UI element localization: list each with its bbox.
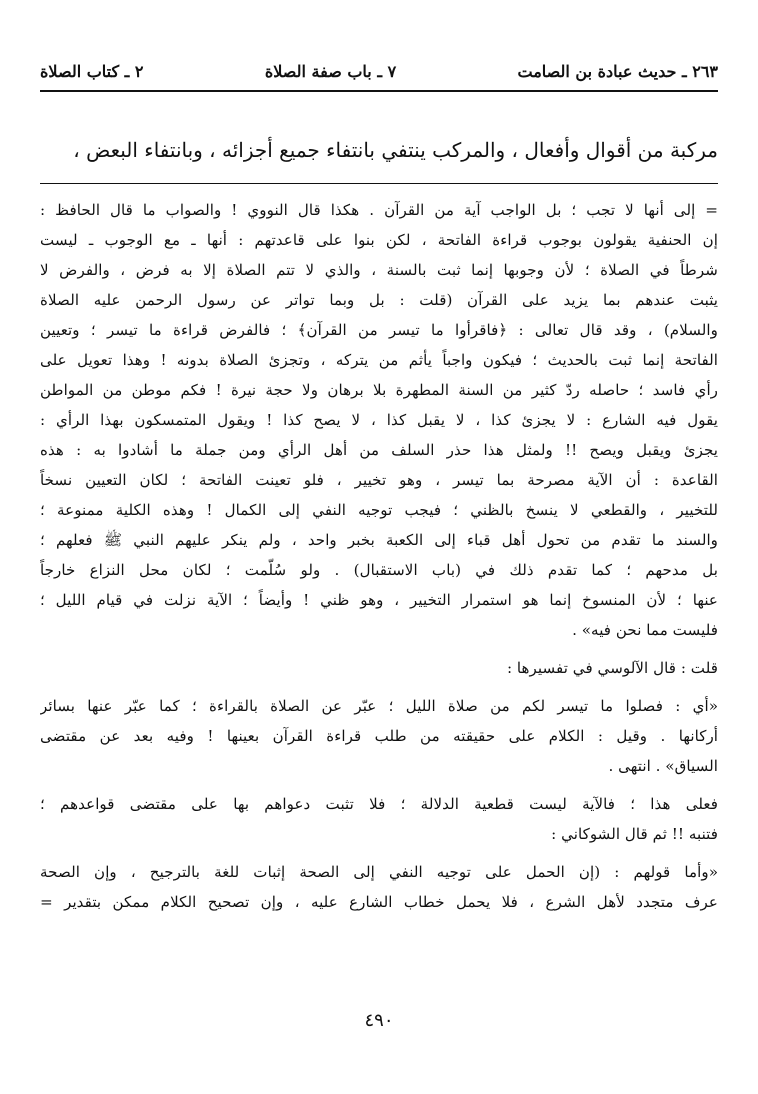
header-hadith-title: ٢٦٣ ـ حديث عبادة بن الصامت: [517, 61, 718, 81]
alusi-intro: قلت : قال الآلوسي في تفسيرها :: [506, 659, 718, 677]
footnote-line: فليست مما نحن فيه» .: [572, 621, 718, 639]
page-number: ٤٩٠: [364, 1010, 394, 1031]
main-text: مركبة من أقوال وأفعال ، والمركب ينتفي بانتفاء جميع أجزائه ، وبانتفاء البعض ،: [73, 138, 718, 162]
header-divider: [40, 90, 718, 92]
footnote-line: القاعدة : أن الآية مصرحة بما تيسر ، وهو تخيير ، فلو تعينت الفاتحة ؛ لكان التعيين نسخاً: [40, 471, 718, 489]
alusi-quote-line: «أي : فصلوا ما تيسر لكم من صلاة الليل ؛ عبّر عن الصلاة بالقراءة ؛ كما عبّر عنها بسائر: [40, 697, 718, 715]
header-book-title: ٢ ـ كتاب الصلاة: [40, 61, 144, 81]
footnotes: [40, 195, 718, 917]
footnote-line: إن الحنفية يقولون بوجوب قراءة الفاتحة ، لكن بنوا على قاعدتهم : أنها ـ مع الوجوب ـ ليست: [40, 231, 718, 249]
shawkani-quote-line: عرف متجدد لأهل الشرع ، فلا يحمل خطاب الشارع عليه ، وإن تصحيح الكلام ممكن بتقدير =: [40, 893, 718, 911]
alusi-quote-line: السياق» . انتهى .: [608, 757, 718, 775]
footnote-line: يجزئ ويقبل ويصح !! ولمثل هذا حذر السلف من أهل الرأي ومن جملة ما أشادوا به : هذه: [40, 441, 718, 459]
shawkani-quote-line: «وأما قولهم : (إن الحمل على توجيه النفي إلى الصحة إثبات للغة بالترجيح ، وإن الصحة: [40, 863, 718, 881]
footnote-line: عنها ؛ لأن المنسوخ إنما هو استمرار التخيير ، وهو ظني ! وأيضاً ؛ الآية نزلت في قيام الليل ؛: [40, 591, 718, 609]
alusi-quote-line: أركانها . وقيل : الكلام على حقيقته من طلب قراءة القرآن بعينها ! وفيه بعد عن مقتضى: [40, 727, 718, 745]
header-chapter-title: ٧ ـ باب صفة الصلاة: [264, 61, 397, 81]
footnote-line: = إلى أنها لا تجب ؛ بل الواجب آية من القرآن . هكذا قال النووي ! والصواب ما قال الحافظ :: [40, 201, 718, 219]
conclusion-line: فتنبه !! ثم قال الشوكاني :: [551, 825, 718, 843]
footnote-line: رأي فاسد ؛ حاصله ردّ كثير من السنة المطهرة بلا برهان ولا حجة نيرة ! فكم موطن من المواطن: [40, 381, 718, 399]
conclusion-line: فعلى هذا ؛ فالآية ليست قطعية الدلالة ؛ فلا تثبت دعواهم بها على مقتضى قواعدهم ؛: [40, 795, 718, 813]
footnote-line: يثبت عندهم بما يزيد على القرآن (قلت : بل وبما تواتر عن رسول الرحمن عليه الصلاة: [40, 291, 718, 309]
footnote-line: بل مدحهم ؛ كما تقدم ذلك في (باب الاستقبال) . ولو سُلّمت ؛ لكان محل النزاع خارجاً: [40, 561, 718, 579]
footnote-line: للتخيير ، والقطعي لا ينسخ بالظني ؛ فيجب توجيه النفي إلى الكمال ! وهذه الكلية ممنوعة ؛: [40, 501, 718, 519]
footnote-line: الفاتحة إنما ثبت بالحديث ؛ فيكون واجباً يأثم من يتركه ، وتجزئ الصلاة بدونه ! وهذا تعويل على: [40, 351, 718, 369]
running-header: [40, 56, 718, 86]
footnote-line: شرطاً في الصلاة ؛ لأن وجوبها إنما ثبت بالسنة ، والذي لا تتم الصلاة إلا به فرض ، والفرض لا: [40, 261, 718, 279]
footnote-line: يقول فيه الشارع : لا يجزئ كذا ، لا يقبل كذا ، لا يصح كذا ! ويقول المتمسكون بهذا الرأي :: [40, 411, 718, 429]
footnote-line: والسلام) ، وقد قال تعالى : ﴿فاقرأوا ما تيسر من القرآن﴾ ؛ فالفرض قراءة ما تيسر ؛ وتعيين: [40, 321, 718, 339]
footnote-line: والسند ما تقدم من تحول أهل قباء إلى الكعبة بخبر واحد ، ولم ينكر عليهم النبي ﷺ فعلهم ؛: [40, 531, 718, 549]
footnote-divider: [40, 183, 718, 184]
